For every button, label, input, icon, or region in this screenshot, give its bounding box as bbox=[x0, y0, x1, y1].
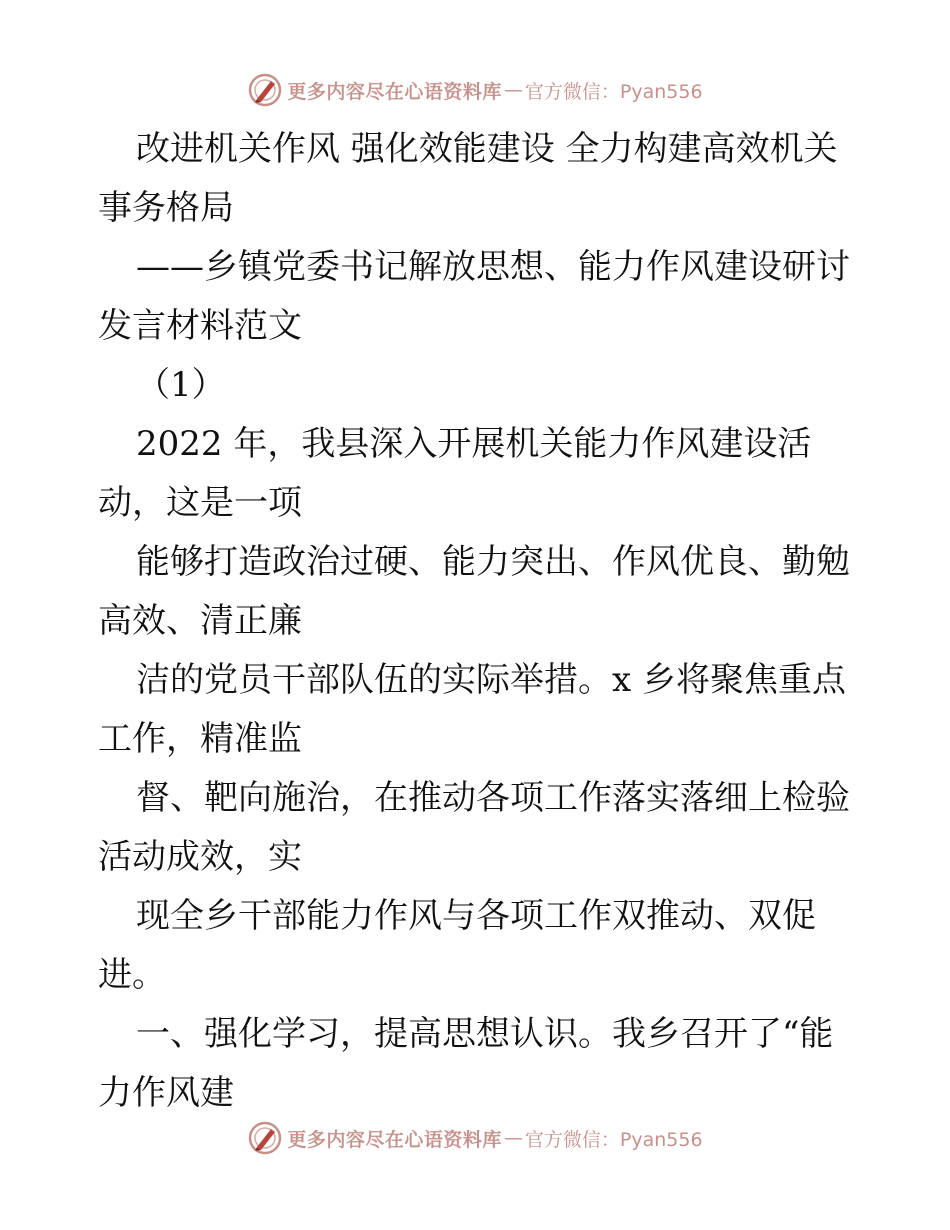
watermark-dash: — bbox=[503, 79, 523, 101]
text-line: 高效、清正廉 bbox=[98, 601, 302, 641]
text-line: 动，这是一项 bbox=[98, 483, 302, 523]
text-line: 事务格局 bbox=[98, 188, 234, 228]
text-line: 工作，精准监 bbox=[98, 719, 302, 759]
pen-logo-icon bbox=[247, 72, 283, 108]
watermark-banner-top bbox=[0, 70, 950, 110]
text-line: 督、靶向施治，在推动各项工作落实落细上检验 bbox=[136, 778, 850, 818]
text-line: 改进机关作风 强化效能建设 全力构建高效机关 bbox=[136, 129, 838, 169]
text-line: （1） bbox=[136, 365, 226, 405]
text-line: 现全乡干部能力作风与各项工作双推动、双促 bbox=[136, 896, 816, 936]
text-line: 进。 bbox=[98, 955, 166, 995]
watermark-banner-bottom bbox=[0, 1118, 950, 1158]
text-line: 力作风建 bbox=[98, 1073, 234, 1113]
text-line: 2022 年，我县深入开展机关能力作风建设活 bbox=[136, 424, 812, 464]
pen-logo-icon bbox=[247, 1120, 283, 1156]
watermark-contact-text: 官方微信：Pyan556 bbox=[524, 1128, 703, 1151]
watermark-site-text: 更多内容尽在心语资料库 bbox=[287, 80, 502, 103]
text-line: 能够打造政治过硬、能力突出、作风优良、勤勉 bbox=[136, 542, 850, 582]
watermark-dash: — bbox=[503, 1127, 523, 1149]
text-line: 洁的党员干部队伍的实际举措。x 乡将聚焦重点 bbox=[136, 660, 846, 700]
text-line: 一、强化学习，提高思想认识。我乡召开了“能 bbox=[136, 1014, 834, 1054]
watermark-site-text: 更多内容尽在心语资料库 bbox=[287, 1128, 502, 1151]
watermark-contact-text: 官方微信：Pyan556 bbox=[524, 80, 703, 103]
text-line: ——乡镇党委书记解放思想、能力作风建设研讨 bbox=[136, 247, 850, 287]
text-line: 活动成效，实 bbox=[98, 837, 302, 877]
text-line: 发言材料范文 bbox=[98, 306, 302, 346]
document-body bbox=[98, 120, 858, 1123]
